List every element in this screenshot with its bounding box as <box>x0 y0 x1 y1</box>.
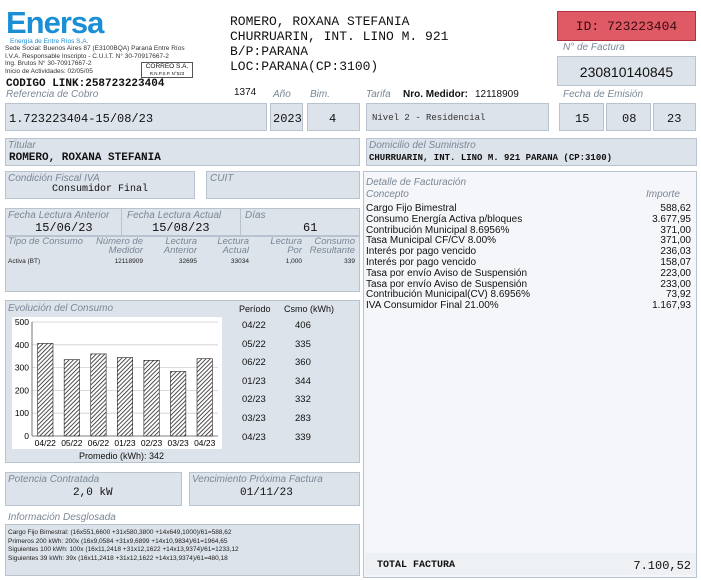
company-info-line: Ing. Brutos N° 30-70917667-2 <box>5 60 92 67</box>
ref-cobro-extra: 1374 <box>234 87 257 98</box>
iva-value: Consumidor Final <box>52 184 149 195</box>
detalle-concepto: Contribución Municipal(CV) 8.6956% <box>366 289 530 301</box>
detalle-concepto: Interés por pago vencido <box>366 246 477 258</box>
importe-header: Importe <box>646 189 680 200</box>
chart-x-tick-label: 05/22 <box>61 438 83 448</box>
evolucion-label: Evolución del Consumo <box>8 303 114 314</box>
chart-table-period: 04/23 <box>242 431 266 443</box>
anio-label: Año <box>273 89 291 100</box>
chart-bar <box>64 360 79 436</box>
chart-x-tick-label: 02/23 <box>140 438 163 448</box>
codigo-link: CODIGO LINK:258723223404 <box>6 78 165 90</box>
header-tipo: Tipo de Consumo <box>8 236 83 247</box>
chart-y-tick-label: 500 <box>14 317 29 327</box>
chart-bar <box>38 343 53 436</box>
detalle-row <box>366 300 691 311</box>
dias-label: Días <box>245 210 266 221</box>
correo-line2: R.N.P.S.P. N°523 <box>149 71 185 76</box>
bim-label: Bim. <box>310 89 330 100</box>
emision-year: 23 <box>667 112 682 126</box>
header-medidor: Número de Medidor <box>96 236 143 256</box>
ref-cobro-value: 1.723223404-15/08/23 <box>9 112 154 126</box>
titular-value: ROMERO, ROXANA STEFANIA <box>9 152 161 164</box>
cell-consumo: 339 <box>344 258 355 265</box>
chart-table-period: 06/22 <box>242 357 266 369</box>
chart-x-tick-label: 04/23 <box>194 438 216 448</box>
medidor-value: 12118909 <box>475 89 519 100</box>
detalle-importe: 158,07 <box>660 256 691 268</box>
brand-name: Enersa <box>6 5 104 40</box>
lectura-anterior-label: Fecha Lectura Anterior <box>8 210 110 221</box>
desglosada-line: Siguientes 39 kWh: 39x (16x11,2418 +31x12,1622 +14x13,9374)/61=480,18 <box>8 554 228 562</box>
chart-y-tick-label: 200 <box>14 385 29 396</box>
chart-table-value: 283 <box>295 413 311 424</box>
iva-label: Condición Fiscal IVA <box>8 173 100 184</box>
lectura-anterior-value: 15/06/23 <box>35 221 93 235</box>
chart-bar <box>144 360 159 436</box>
chart-x-tick-label: 06/22 <box>87 438 110 448</box>
chart-table-value: 360 <box>295 357 311 369</box>
brand-subtitle: Energía de Entre Ríos S.A. <box>10 38 89 45</box>
detalle-concepto: Tasa por envío Aviso de Suspensión <box>366 278 528 290</box>
chart-bar <box>170 371 185 436</box>
cell-lectura-ant: 32695 <box>178 258 197 265</box>
tarifa-value: Nivel 2 - Residencial <box>372 113 486 123</box>
col-csmo-label: Csmo (kWh) <box>284 304 334 314</box>
cell-lectura-por: 1,000 <box>285 258 302 265</box>
detalle-row <box>366 225 691 236</box>
detalle-row <box>366 257 691 268</box>
chart-y-tick-label: 300 <box>14 362 29 373</box>
desglosada-line: Cargo Fijo Bimestral: (16x551,6600 +31x580,3800 +14x649,1000)/61=588,62 <box>8 529 232 536</box>
chart-bar <box>117 358 132 436</box>
titular-label: Titular <box>8 140 36 151</box>
customer-street: CHURRUARIN, INT. LINO M. 921 <box>230 29 449 44</box>
detalle-label: Detalle de Facturación <box>366 177 467 188</box>
lectura-actual-label: Fecha Lectura Actual <box>127 210 222 221</box>
potencia-value: 2,0 kW <box>73 487 113 499</box>
detalle-row <box>366 203 691 214</box>
domicilio-label: Domicilio del Suministro <box>369 140 476 151</box>
detalle-importe: 371,00 <box>660 235 691 247</box>
desglosada-label: Información Desglosada <box>8 512 116 523</box>
total-value: 7.100,52 <box>633 559 691 573</box>
potencia-label: Potencia Contratada <box>8 474 100 485</box>
chart-table-value: 335 <box>295 338 311 350</box>
medidor-label: Nro. Medidor: <box>403 89 468 100</box>
header-lectura-act: Lectura Actual <box>217 236 249 256</box>
detalle-importe: 233,00 <box>660 278 691 290</box>
chart-y-tick-label: 400 <box>14 339 29 350</box>
detalle-row <box>366 289 691 300</box>
customer-bp: B/P:PARANA <box>230 44 309 59</box>
chart-table-value: 406 <box>295 320 311 331</box>
detalle-row <box>366 268 691 279</box>
detalle-concepto: IVA Consumidor Final 21.00% <box>366 300 499 312</box>
desglosada-lines <box>8 529 239 563</box>
detalle-importe: 3.677,95 <box>652 213 691 225</box>
desglosada-line: Siguientes 100 kWh: 100x (16x11,2418 +31x12,1622 +14x13,9374)/61=1233,12 <box>8 546 239 553</box>
detalle-importe: 223,00 <box>660 267 691 279</box>
chart-table-period: 02/23 <box>242 394 266 406</box>
chart-bar <box>91 354 106 436</box>
chart-y-tick-label: 100 <box>14 408 29 419</box>
detalle-concepto: Contribución Municipal 8.6956% <box>366 224 510 236</box>
tarifa-label: Tarifa <box>366 89 391 100</box>
detalle-row <box>366 214 691 225</box>
id-label: ID: 723223404 <box>575 19 678 34</box>
total-label: TOTAL FACTURA <box>377 560 456 571</box>
dias-value: 61 <box>303 221 318 235</box>
detalle-row <box>366 279 691 290</box>
chart-table-value: 332 <box>295 394 311 406</box>
concepto-header: Concepto <box>366 189 409 200</box>
factura-label: N° de Factura <box>563 42 625 53</box>
emision-month: 08 <box>622 112 637 126</box>
anio-value: 2023 <box>273 112 302 126</box>
chart-table-period: 05/22 <box>242 338 266 350</box>
detalle-concepto: Consumo Energía Activa p/bloques <box>366 213 523 225</box>
ref-cobro-label: Referencia de Cobro <box>6 89 99 100</box>
cell-tipo: Activa (BT) <box>8 258 41 265</box>
detalle-rows <box>366 203 691 311</box>
chart-table-value: 344 <box>295 375 311 387</box>
emision-day: 15 <box>575 112 590 126</box>
detalle-row <box>366 235 691 246</box>
col-periodo-label: Período <box>239 304 271 314</box>
lectura-actual-value: 15/08/23 <box>152 221 210 235</box>
cell-medidor: 12118909 <box>114 258 143 265</box>
desglosada-line: Primeros 200 kWh: 200x (16x9,0584 +31x9,6899 +14x10,9834)/61=1964,65 <box>8 537 228 545</box>
detalle-concepto: Interés por pago vencido <box>366 256 477 268</box>
company-info-line: Inicio de Actividades: 02/05/05 <box>5 67 93 75</box>
chart-x-tick-label: 01/23 <box>114 438 136 448</box>
chart-table-value: 339 <box>295 431 311 443</box>
detalle-importe: 236,03 <box>660 246 691 258</box>
factura-number: 230810140845 <box>579 64 674 80</box>
chart-x-tick-label: 04/22 <box>34 438 56 448</box>
chart-bar <box>197 359 212 436</box>
header-lectura-ant: Lectura Anterior <box>163 236 197 256</box>
cuit-label: CUIT <box>210 173 234 184</box>
header-consumo: Consumo Resultante <box>309 236 355 256</box>
detalle-importe: 588,62 <box>660 203 691 214</box>
detalle-concepto: Tasa Municipal CF/CV 8.00% <box>366 235 497 247</box>
chart-table-period: 01/23 <box>242 375 266 387</box>
emision-label: Fecha de Emisión <box>563 89 644 100</box>
header-lectura-por: Lectura Por <box>270 236 302 256</box>
chart-x-tick-label: 03/23 <box>167 438 189 448</box>
detalle-importe: 73,92 <box>665 289 691 301</box>
bim-value: 4 <box>329 112 337 126</box>
detalle-row <box>366 246 691 257</box>
vencimiento-label: Vencimiento Próxima Factura <box>192 474 323 485</box>
company-info-line: Sede Social: Buenos Aires 87 (E3100BQA) Paraná Entre Ríos <box>5 45 185 52</box>
domicilio-value: CHURRUARIN, INT. LINO M. 921 PARANA (CP:3100) <box>369 153 613 163</box>
detalle-importe: 1.167,93 <box>652 300 691 312</box>
detalle-importe: 371,00 <box>660 224 691 236</box>
correo-line1: CORREO S.A. <box>145 63 189 70</box>
company-info-line: I.V.A. Responsable Inscripto - C.U.I.T. N° 30-70917667-2 <box>5 52 169 60</box>
chart-table-period: 04/22 <box>242 320 266 331</box>
detalle-concepto: Cargo Fijo Bimestral <box>366 203 457 214</box>
customer-name: ROMERO, ROXANA STEFANIA <box>230 14 410 29</box>
detalle-concepto: Tasa por envío Aviso de Suspensión <box>366 267 528 279</box>
chart-y-tick-label: 0 <box>24 431 29 441</box>
vencimiento-value: 01/11/23 <box>240 487 293 499</box>
cell-lectura-act: 33034 <box>230 258 249 265</box>
chart-table-period: 03/23 <box>242 413 266 424</box>
promedio-label: Promedio (kWh): 342 <box>79 451 165 461</box>
customer-loc: LOC:PARANA(CP:3100) <box>230 59 379 74</box>
